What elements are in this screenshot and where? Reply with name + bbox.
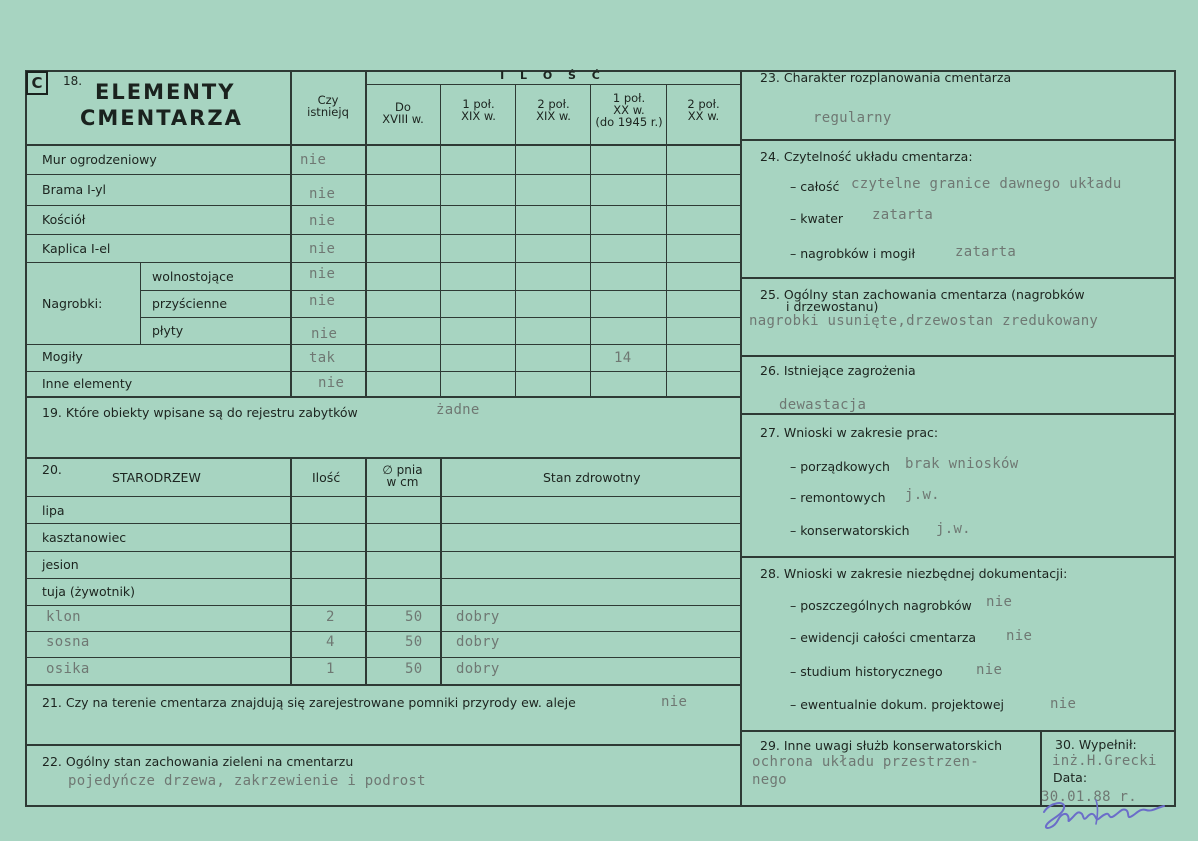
- value-kosciol: nie: [309, 213, 336, 229]
- q26-label: 26. Istniejące zagrożenia: [760, 363, 916, 378]
- q28-label: 28. Wnioski w zakresie niezbędnej dokumentacji:: [760, 566, 1068, 581]
- frame-right: [1174, 70, 1176, 807]
- row-label-inne: Inne elementy: [42, 376, 133, 391]
- q28-a-label: – poszczególnych nagrobków: [790, 598, 972, 613]
- q25-label-1: 25. Ogólny stan zachowania cmentarza (nagrobków: [760, 287, 1085, 302]
- q27-kons-value: j.w.: [936, 521, 971, 537]
- elements-title-2: CMENTARZA: [80, 106, 243, 130]
- section-18-number: 18.: [63, 74, 83, 88]
- starodrzew-col-count: Ilość: [312, 470, 341, 485]
- q25-value: nagrobki usunięte,drzewostan zredukowany: [749, 313, 1099, 329]
- row-label-wolnostojace: wolnostojące: [152, 269, 234, 284]
- q28-c-value: nie: [976, 662, 1003, 678]
- q27-porz-value: brak wniosków: [905, 456, 1019, 472]
- row-label-brama: Brama I-yl: [42, 182, 107, 197]
- row-label-mogily: Mogiły: [42, 349, 83, 364]
- q21-value: nie: [661, 694, 688, 710]
- section-letter-box: C: [26, 71, 48, 95]
- tree-osika: osika: [46, 661, 90, 677]
- q27-kons-label: – konserwatorskich: [790, 523, 910, 538]
- row-label-plyty: płyty: [152, 323, 184, 338]
- tree-klon-count: 2: [326, 609, 335, 625]
- q22-value: pojedyńcze drzewa, zakrzewienie i podrost: [68, 773, 426, 789]
- q27-rem-value: j.w.: [905, 487, 940, 503]
- q30-date-label: Data:: [1053, 770, 1088, 785]
- tree-osika-diam: 50: [405, 661, 423, 677]
- q26-value: dewastacja: [779, 397, 867, 413]
- starodrzew-col-diam: ∅ pnia w cm: [382, 463, 423, 489]
- tree-sosna: sosna: [46, 634, 90, 650]
- q24-nagrobkow-value: zatarta: [955, 244, 1017, 260]
- row-label-mur: Mur ogrodzeniowy: [42, 152, 157, 167]
- q24-kwater-label: – kwater: [790, 211, 844, 226]
- q24-kwater-value: zatarta: [872, 207, 934, 223]
- elements-title-1: ELEMENTY: [95, 80, 236, 104]
- tree-sosna-health: dobry: [456, 634, 500, 650]
- q28-d-label: – ewentualnie dokum. projektowej: [790, 697, 1005, 712]
- q28-c-label: – studium historycznego: [790, 664, 943, 679]
- q24-calosc-label: – całość: [790, 179, 840, 194]
- value-kaplica: nie: [309, 241, 336, 257]
- tree-sosna-diam: 50: [405, 634, 423, 650]
- q27-porz-label: – porządkowych: [790, 459, 890, 474]
- tree-lipa: lipa: [42, 503, 65, 518]
- row-label-kosciol: Kościół: [42, 212, 86, 227]
- col-header-1xix: 1 poł. XIX w.: [461, 97, 496, 123]
- value-mogily-xx1: 14: [614, 350, 632, 366]
- value-mogily: tak: [309, 350, 336, 366]
- q29-value-1: ochrona układu przestrzen-: [752, 754, 979, 770]
- tree-klon: klon: [46, 609, 81, 625]
- q30-date: 30.01.88 r.: [1041, 789, 1138, 805]
- value-inne: nie: [318, 375, 345, 391]
- q25-label-2: i drzewostanu): [786, 299, 879, 314]
- q29-value-2: nego: [752, 772, 787, 788]
- q28-d-value: nie: [1050, 696, 1077, 712]
- q30-label: 30. Wypełnił:: [1055, 737, 1137, 752]
- q24-nagrobkow-label: – nagrobków i mogił: [790, 246, 916, 261]
- tree-tuja: tuja (żywotnik): [42, 584, 136, 599]
- row-label-przyscienne: przyścienne: [152, 296, 228, 311]
- col-header-xviii: Do XVIII w.: [382, 100, 424, 126]
- tree-kasztanowiec: kasztanowiec: [42, 530, 127, 545]
- q30-filled-by: inż.H.Grecki: [1052, 753, 1157, 769]
- starodrzew-col-health: Stan zdrowotny: [543, 470, 641, 485]
- q27-label: 27. Wnioski w zakresie prac:: [760, 425, 939, 440]
- starodrzew-title: STARODRZEW: [112, 470, 201, 485]
- q21-label: 21. Czy na terenie cmentarza znajdują się zarejestrowane pomniki przyrody ew. aleje: [42, 695, 576, 710]
- tree-jesion: jesion: [42, 557, 79, 572]
- row-label-kaplica: Kaplica I-el: [42, 241, 111, 256]
- q24-calosc-value: czytelne granice dawnego układu: [851, 176, 1122, 192]
- col-exists-header: Czy istniejq: [307, 93, 349, 119]
- q28-a-value: nie: [986, 594, 1013, 610]
- tree-klon-health: dobry: [456, 609, 500, 625]
- q27-rem-label: – remontowych: [790, 490, 886, 505]
- value-brama: nie: [309, 186, 336, 202]
- column-divider: [740, 70, 742, 807]
- q20-number: 20.: [42, 462, 62, 477]
- tree-sosna-count: 4: [326, 634, 335, 650]
- value-plyty: nie: [311, 326, 338, 342]
- ilosc-header: I L O Ś Ć: [500, 69, 606, 82]
- signature-image: [1036, 790, 1176, 835]
- tree-osika-health: dobry: [456, 661, 500, 677]
- frame-left: [25, 70, 27, 807]
- q28-b-value: nie: [1006, 628, 1033, 644]
- q22-label: 22. Ogólny stan zachowania zieleni na cmentarzu: [42, 754, 354, 769]
- tree-osika-count: 1: [326, 661, 335, 677]
- row-label-nagrobki: Nagrobki:: [42, 296, 103, 311]
- col-header-1xx: 1 poł. XX w. (do 1945 r.): [595, 91, 663, 129]
- q19-value: żadne: [436, 402, 480, 418]
- q24-label: 24. Czytelność układu cmentarza:: [760, 149, 973, 164]
- q23-label: 23. Charakter rozplanowania cmentarza: [760, 70, 1012, 85]
- value-wolnostojace: nie: [309, 266, 336, 282]
- frame-bottom: [25, 805, 1175, 807]
- col-header-2xx: 2 poł. XX w.: [687, 97, 720, 123]
- tree-klon-diam: 50: [405, 609, 423, 625]
- q28-b-label: – ewidencji całości cmentarza: [790, 630, 977, 645]
- q29-label: 29. Inne uwagi służb konserwatorskich: [760, 738, 1002, 753]
- col-header-2xix: 2 poł. XIX w.: [536, 97, 571, 123]
- q23-value: regularny: [813, 110, 892, 126]
- q19-label: 19. Które obiekty wpisane są do rejestru zabytków: [42, 405, 358, 420]
- value-mur: nie: [300, 152, 327, 168]
- value-przyscienne: nie: [309, 293, 336, 309]
